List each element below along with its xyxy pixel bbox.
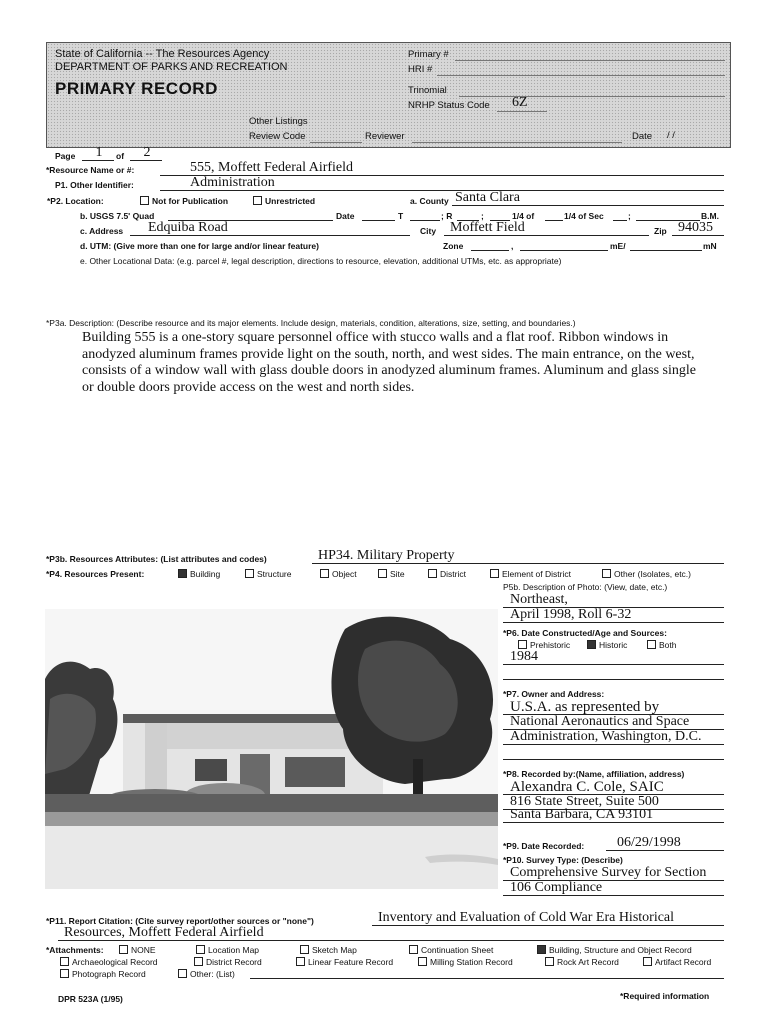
nrhp-value: 6Z <box>512 95 528 110</box>
photograph-record-checkbox[interactable] <box>60 969 69 978</box>
other-listings-label: Other Listings <box>249 116 308 127</box>
reviewer-line <box>412 142 622 143</box>
district-record-checkbox[interactable] <box>194 957 203 966</box>
resource-attributes-value[interactable]: HP34. Military Property <box>318 548 455 563</box>
owner-line-1[interactable]: U.S.A. as represented by <box>510 699 660 715</box>
element-of-district-checkbox[interactable] <box>490 569 499 578</box>
bm-label: B.M. <box>701 211 719 221</box>
site-checkbox[interactable] <box>378 569 387 578</box>
hri-line <box>437 75 725 76</box>
quarter-1-label: 1/4 of <box>512 211 535 221</box>
object-checkbox[interactable] <box>320 569 329 578</box>
county-label: a. County <box>410 196 449 206</box>
owner-line-2[interactable]: National Aeronautics and Space <box>510 714 690 729</box>
owner-line-3[interactable]: Administration, Washington, D.C. <box>510 729 702 744</box>
attachment-linear-feature-option[interactable]: Linear Feature Record <box>296 957 393 967</box>
survey-type-line-2[interactable]: 106 Compliance <box>510 880 603 895</box>
hri-label: HRI # <box>408 64 433 75</box>
artifact-record-checkbox[interactable] <box>643 957 652 966</box>
agency-line-1: State of California -- The Resources Agency <box>55 48 270 60</box>
city-value[interactable]: Moffett Field <box>450 220 525 235</box>
resources-present-label: *P4. Resources Present: <box>46 569 145 579</box>
other-checkbox[interactable] <box>602 569 611 578</box>
both-checkbox[interactable] <box>647 640 656 649</box>
resource-site-option[interactable]: Site <box>378 569 405 579</box>
none-checkbox[interactable] <box>119 945 128 954</box>
date-recorded-value[interactable]: 06/29/1998 <box>617 835 681 850</box>
review-code-line <box>310 142 362 143</box>
city-label: City <box>420 226 437 236</box>
photo-description-label: P5b. Description of Photo: (View, date, etc.) <box>503 582 668 592</box>
primary-line <box>455 60 725 61</box>
attachment-continuation-sheet-option[interactable]: Continuation Sheet <box>409 945 493 955</box>
nrhp-label: NRHP Status Code <box>408 100 490 111</box>
trinomial-label: Trinomial <box>408 85 447 96</box>
zip-value[interactable]: 94035 <box>678 220 713 235</box>
nrhp-line <box>497 111 547 112</box>
description-text[interactable] <box>82 330 732 396</box>
date-constructed-value[interactable]: 1984 <box>510 649 538 664</box>
other-locational-label: e. Other Locational Data: (e.g. parcel #, legal description, directions to resource, elevation, additional UTMs, etc. as appropriate) <box>80 256 562 266</box>
report-citation-line-2[interactable]: Resources, Moffett Federal Airfield <box>64 925 264 940</box>
historic-option[interactable]: Historic <box>587 640 627 650</box>
date-value: / / <box>667 130 675 141</box>
quarter-2-label: 1/4 of Sec <box>564 211 604 221</box>
rock-art-checkbox[interactable] <box>545 957 554 966</box>
county-value[interactable]: Santa Clara <box>455 190 520 205</box>
date-label: Date <box>632 131 653 142</box>
resource-element-of-district-option[interactable]: Element of District <box>490 569 571 579</box>
resource-name-label: *Resource Name or #: <box>46 165 135 175</box>
range-label: ; R <box>441 211 453 221</box>
survey-type-label: *P10. Survey Type: (Describe) <box>503 855 623 865</box>
resource-object-option[interactable]: Object <box>320 569 357 579</box>
district-checkbox[interactable] <box>428 569 437 578</box>
not-for-publication-checkbox[interactable] <box>140 196 149 205</box>
resource-structure-option[interactable]: Structure <box>245 569 292 579</box>
range-separator: ; <box>481 211 484 221</box>
mn-label: mN <box>703 241 717 251</box>
attachment-rock-art-option[interactable]: Rock Art Record <box>545 957 619 967</box>
prehistoric-option[interactable]: Prehistoric <box>518 640 570 650</box>
me-label: mE/ <box>610 241 626 251</box>
both-option[interactable]: Both <box>647 640 677 650</box>
building-photo <box>45 609 498 889</box>
page-label: Page <box>55 151 76 161</box>
attachment-photograph-record-option[interactable]: Photograph Record <box>60 969 146 979</box>
report-citation-label: *P11. Report Citation: (Cite survey report/other sources or "none") <box>46 916 314 926</box>
historic-checkbox-checked[interactable] <box>587 640 596 649</box>
attachment-building-record-option[interactable]: Building, Structure and Object Record <box>537 945 692 955</box>
linear-feature-checkbox[interactable] <box>296 957 305 966</box>
attachment-location-map-option[interactable]: Location Map <box>196 945 259 955</box>
agency-line-2: DEPARTMENT OF PARKS AND RECREATION <box>55 61 288 73</box>
not-for-publication-option[interactable]: Not for Publication <box>140 196 228 206</box>
attachment-archaeological-record-option[interactable]: Archaeological Record <box>60 957 158 967</box>
building-photo-image <box>45 609 498 889</box>
sketch-map-checkbox[interactable] <box>300 945 309 954</box>
recorded-by-label: *P8. Recorded by:(Name, affiliation, address) <box>503 769 685 779</box>
attachment-sketch-map-option[interactable]: Sketch Map <box>300 945 357 955</box>
review-code-label: Review Code <box>249 131 306 142</box>
milling-station-checkbox[interactable] <box>418 957 427 966</box>
attachment-district-record-option[interactable]: District Record <box>194 957 262 967</box>
trinomial-line <box>459 96 725 97</box>
resource-other-option[interactable]: Other (Isolates, etc.) <box>602 569 691 579</box>
township-label: T <box>398 211 404 221</box>
form-header <box>46 42 731 148</box>
unrestricted-checkbox[interactable] <box>253 196 262 205</box>
quad-date-label: Date <box>336 211 355 221</box>
page-number: 1 <box>95 145 103 160</box>
address-value[interactable]: Edquiba Road <box>148 220 228 235</box>
unrestricted-option[interactable]: Unrestricted <box>253 196 315 206</box>
page-total: 2 <box>143 145 151 160</box>
attachment-milling-station-option[interactable]: Milling Station Record <box>418 957 513 967</box>
archaeological-record-checkbox[interactable] <box>60 957 69 966</box>
form-id: DPR 523A (1/95) <box>58 994 123 1004</box>
resource-name-value[interactable]: 555, Moffett Federal Airfield <box>190 160 354 175</box>
date-recorded-label: *P9. Date Recorded: <box>503 841 585 851</box>
prehistoric-checkbox[interactable] <box>518 640 527 649</box>
other-identifier-value[interactable]: Administration <box>190 175 275 190</box>
photo-description-line-2[interactable]: April 1998, Roll 6-32 <box>510 607 632 622</box>
resource-attributes-label: *P3b. Resources Attributes: (List attributes and codes) <box>46 554 267 564</box>
report-citation-line-1[interactable]: Inventory and Evaluation of Cold War Era Historical <box>378 910 675 925</box>
recorded-by-line-3[interactable]: Santa Barbara, CA 93101 <box>510 807 654 822</box>
attachments-label: *Attachments: <box>46 945 104 955</box>
photo-description-line-1[interactable]: Northeast, <box>510 592 568 607</box>
address-label: c. Address <box>80 226 124 236</box>
usgs-quad-label: b. USGS 7.5' Quad <box>80 211 155 221</box>
zone-label: Zone <box>443 241 464 251</box>
attachment-other-option[interactable]: Other: (List) <box>178 969 235 979</box>
required-info-note: *Required information <box>620 991 710 1001</box>
reviewer-label: Reviewer <box>365 131 405 142</box>
location-label: *P2. Location: <box>47 196 104 206</box>
form-title: PRIMARY RECORD <box>55 79 218 98</box>
other-attachment-checkbox[interactable] <box>178 969 187 978</box>
primary-label: Primary # <box>408 49 449 60</box>
owner-address-label: *P7. Owner and Address: <box>503 689 605 699</box>
survey-type-line-1[interactable]: Comprehensive Survey for Section <box>510 865 707 880</box>
zip-label: Zip <box>654 226 667 236</box>
description-line: Building 555 is a one-story square personnel office with stucco walls and a flat roof. Ribbon windows in <box>82 330 669 345</box>
description-line: anodyzed aluminum frames provide light on the south, north, and west sides. The main entrance, on the west, <box>82 346 695 362</box>
recorded-by-line-2[interactable]: 816 State Street, Suite 500 <box>510 794 659 809</box>
location-map-checkbox[interactable] <box>196 945 205 954</box>
structure-checkbox[interactable] <box>245 569 254 578</box>
building-checkbox-checked[interactable] <box>178 569 187 578</box>
page-of-label: of <box>116 151 125 161</box>
recorded-by-line-1[interactable]: Alexandra C. Cole, SAIC <box>510 779 664 795</box>
zone-separator: , <box>511 241 514 251</box>
resource-building-option[interactable]: Building <box>178 569 220 579</box>
resource-district-option[interactable]: District <box>428 569 466 579</box>
other-identifier-label: P1. Other Identifier: <box>55 180 134 190</box>
building-record-checkbox-checked[interactable] <box>537 945 546 954</box>
description-line: consists of a window wall with glass double doors in anodyzed aluminum frames. Aluminum and glass single <box>82 363 696 378</box>
attachment-none-option[interactable]: NONE <box>119 945 156 955</box>
date-constructed-label: *P6. Date Constructed/Age and Sources: <box>503 628 667 638</box>
description-line: or double doors provide access on the west and north sides. <box>82 379 415 395</box>
attachment-artifact-record-option[interactable]: Artifact Record <box>643 957 711 967</box>
section-separator: ; <box>628 211 631 221</box>
description-label: *P3a. Description: (Describe resource and its major elements. Include design, materials, condition, alterations, size, setting, and boundaries.) <box>46 318 576 328</box>
continuation-sheet-checkbox[interactable] <box>409 945 418 954</box>
utm-label: d. UTM: (Give more than one for large and/or linear feature) <box>80 241 319 251</box>
